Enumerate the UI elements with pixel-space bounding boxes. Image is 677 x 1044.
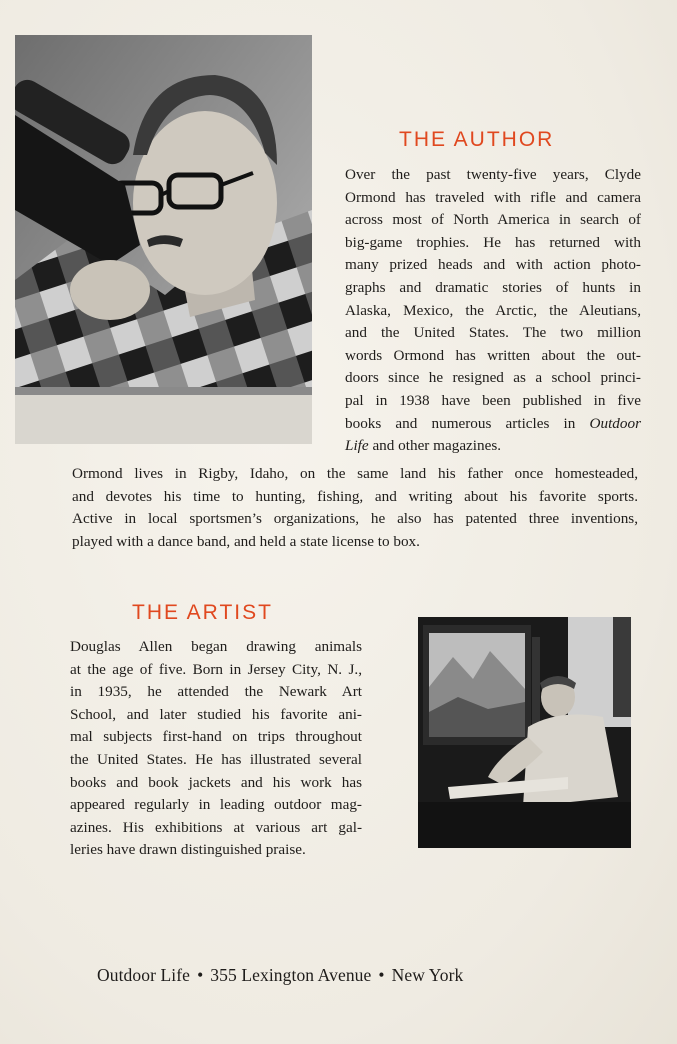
artist-bio [70, 636, 362, 862]
artist-bio-line: books and book jackets and his work has [70, 773, 362, 791]
author-bio-last-rest: and other magazines. [368, 437, 502, 455]
author-bio-line: pal in 1938 have been published in five [345, 391, 641, 409]
artist-bio-line: in 1935, he attended the Newark Art [70, 683, 362, 701]
author-bio-line: words Ormond has written about the out- [345, 346, 641, 364]
artist-bio-line: at the age of five. Born in Jersey City, N. J., [70, 660, 362, 678]
author-bio-line: Over the past twenty-five years, Clyde [345, 166, 641, 183]
footer-publisher: Outdoor Life [97, 965, 191, 985]
italic-outdoor: Outdoor [589, 414, 641, 432]
author-more-line: and devotes his time to hunting, fishing, and writing about his favorite sports. [72, 487, 638, 505]
author-more-paragraph [72, 463, 638, 553]
author-bio-line: Alaska, Mexico, the Arctic, the Aleutians, [345, 301, 641, 319]
artist-photo-image [418, 617, 631, 848]
author-more-line: Ormond lives in Rigby, Idaho, on the same land his father once homesteaded, [72, 465, 638, 482]
artist-photo [418, 617, 631, 848]
footer-separator: • [197, 965, 204, 985]
author-bio-line: doors since he resigned as a school princi- [345, 369, 641, 387]
italic-life: Life [345, 437, 369, 455]
publisher-footer [97, 965, 463, 986]
author-bio [345, 164, 641, 458]
footer-city: New York [391, 965, 464, 985]
author-bio-line: and the United States. The two million [345, 324, 641, 342]
author-bio-line-text: books and numerous articles in [345, 414, 590, 432]
footer-address: 355 Lexington Avenue [210, 965, 372, 985]
author-heading: THE AUTHOR [399, 128, 555, 151]
artist-bio-line: the United States. He has illustrated several [70, 750, 362, 768]
footer-separator: • [378, 965, 385, 985]
author-bio-line: big-game trophies. He has returned with [345, 233, 641, 251]
artist-heading: THE ARTIST [132, 601, 273, 624]
author-more-line: Active in local sportsmen’s organizations, he also has patented three inventions, [72, 510, 638, 528]
artist-bio-line: leries have drawn distinguished praise. [70, 841, 306, 859]
author-bio-last-line [345, 435, 641, 458]
author-photo [15, 35, 312, 444]
artist-bio-line: School, and later studied his favorite ani- [70, 705, 362, 723]
artist-bio-line: Douglas Allen began drawing animals [70, 638, 362, 655]
artist-bio-line: appeared regularly in leading outdoor mag- [70, 796, 362, 814]
author-bio-line-with-italic [345, 413, 641, 436]
author-photo-image [15, 35, 312, 444]
author-bio-line: across most of North America in search of [345, 211, 641, 229]
author-bio-line: many prized heads and with action photo- [345, 256, 641, 274]
artist-bio-line: mal subjects first-hand on trips throughout [70, 728, 362, 746]
artist-bio-line: azines. His exhibitions at various art gal- [70, 818, 362, 836]
author-bio-line: Ormond has traveled with rifle and camera [345, 188, 641, 206]
author-bio-line: graphs and dramatic stories of hunts in [345, 278, 641, 296]
author-more-line: played with a dance band, and held a state license to box. [72, 532, 420, 550]
